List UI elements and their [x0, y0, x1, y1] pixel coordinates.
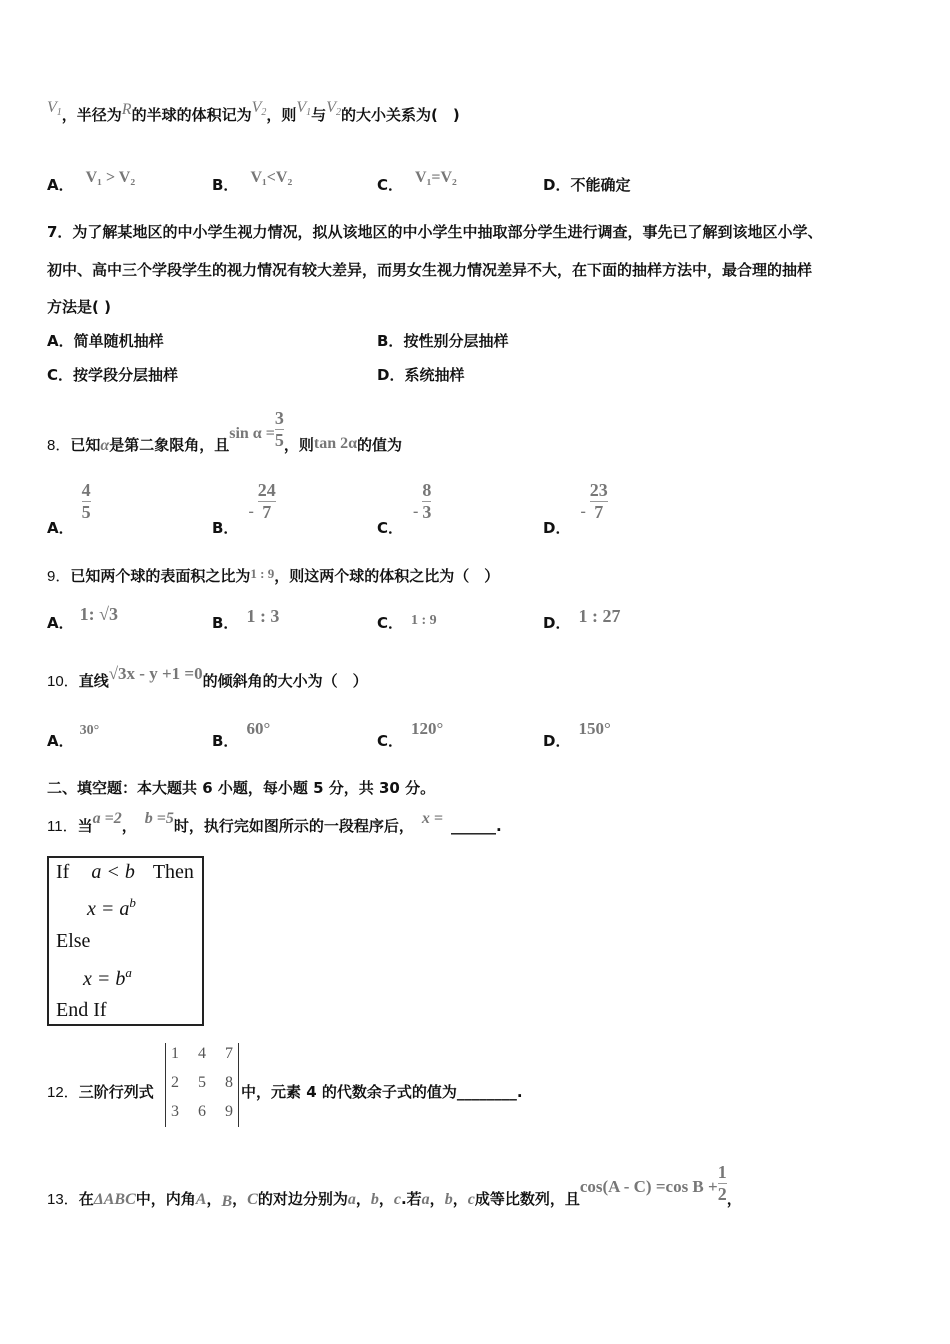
determinant-matrix: 1 4 7 2 5 8 3 6 9 — [165, 1043, 239, 1127]
q9-stem: 9．已知两个球的表面积之比为1 : 9，则这两个球的体积之比为（ ） — [47, 566, 500, 585]
q6-text-3: ，则 — [266, 106, 297, 124]
q7-option-a[interactable]: A．简单随机抽样 — [47, 332, 164, 350]
v1-symbol-2: $V_1$ — [296, 99, 312, 118]
code-line-assign-1: $x = a^b$ — [87, 895, 136, 920]
q12-stem-prefix: 12．三阶行列式 — [47, 1083, 154, 1101]
q10-option-a[interactable]: A．30° — [47, 723, 100, 750]
q9-option-d[interactable]: D． 1 : 27 — [543, 606, 621, 632]
q8-option-a[interactable]: A． $\frac{4}{5}$ — [47, 480, 91, 537]
v1-symbol: $V_1$ — [47, 99, 62, 118]
q6-option-b[interactable]: B． V₁<V₂ — [212, 169, 293, 194]
q11-b-value: b =5 — [144, 810, 174, 827]
q8-stem: 8．已知α是第二象限角，且sin α = $\frac{3}{5}$ ，则tan 2α的值为 — [47, 408, 403, 454]
code-line-assign-2: $x = b^a$ — [83, 965, 132, 990]
q12-stem-suffix: 中，元素 4 的代数余子式的值为________. — [241, 1083, 523, 1101]
q6-option-a[interactable]: A． V₁ > V₂ — [47, 169, 136, 194]
q6-stem — [47, 99, 460, 126]
q11-answer-blank[interactable]: ______. — [451, 817, 502, 835]
q10-stem: 10．直线√3x - y +1 =0的倾斜角的大小为（ ） — [47, 664, 368, 690]
half-fraction: $\frac{1}{2}$ — [717, 1162, 727, 1204]
tan-expression: tan 2α — [313, 434, 358, 452]
q11-stem: 11．当a =2， b =5时，执行完如图所示的一段程序后， x = ______. — [47, 810, 502, 835]
sin-expression: sin α = — [229, 424, 275, 442]
q8-d-fraction: $\frac{23}{7}$ — [589, 480, 608, 522]
q8-c-fraction: $\frac{8}{3}$ — [422, 480, 432, 522]
q10-option-b[interactable]: B．60° — [212, 719, 271, 750]
code-line-if: If a < b Then — [56, 861, 194, 883]
q8-option-b[interactable]: B．- $\frac{24}{7}$ — [212, 480, 276, 537]
q6-option-d[interactable]: D．不能确定 — [543, 176, 631, 194]
q10-option-c[interactable]: C．120° — [377, 719, 444, 750]
q11-x-symbol: x = — [421, 810, 443, 827]
q8-option-c[interactable]: C．- $\frac{8}{3}$ — [377, 480, 432, 537]
q8-option-d[interactable]: D．- $\frac{23}{7}$ — [543, 480, 608, 537]
q6-text-4: 与 — [311, 106, 327, 124]
q7-option-b[interactable]: B．按性别分层抽样 — [377, 332, 509, 350]
v2-symbol: $V_2$ — [251, 99, 267, 118]
q7-option-d[interactable]: D．系统抽样 — [377, 366, 465, 384]
q13-stem: 13．在ΔABC中，内角A，B，C的对边分别为a，b，c.若a，b，c成等比数列，且cos(A - C) =cos B + $\frac{1}{2}$ ， — [47, 1162, 742, 1210]
q6-option-c[interactable]: C． V₁=V₂ — [377, 169, 457, 194]
section-heading: 二、填空题：本大题共 6 小题，每小题 5 分，共 30 分。 — [47, 779, 436, 797]
q6-text-2: 的半球的体积记为 — [131, 106, 252, 124]
q9-option-a[interactable]: A． 1: √3 — [47, 604, 118, 632]
q9-option-c[interactable]: C． 1 : 9 — [377, 613, 437, 632]
q7-line-1: 7．为了解某地区的中小学生视力情况，拟从该地区的中小学生中抽取部分学生进行调查，事先已了解到该地区小学、 — [47, 223, 823, 241]
code-line-end-if: End If — [56, 999, 107, 1021]
q11-a-value: a =2 — [92, 810, 122, 827]
q7-option-c[interactable]: C．按学段分层抽样 — [47, 366, 179, 384]
q8-a-fraction: $\frac{4}{5}$ — [81, 480, 91, 522]
q10-option-d[interactable]: D．150° — [543, 719, 611, 750]
r-symbol: R — [121, 101, 132, 118]
q7-line-3: 方法是( ) — [47, 298, 111, 316]
sin-fraction: $\frac{3}{5}$ — [274, 408, 284, 450]
cos-expression: cos(A - C) =cos B + — [579, 1176, 718, 1196]
q9-option-b[interactable]: B． 1 : 3 — [212, 606, 280, 632]
code-line-else: Else — [56, 930, 91, 952]
q7-line-2: 初中、高中三个学段学生的视力情况有较大差异，而男女生视力情况差异不大，在下面的抽样方法中，最合理的抽样 — [47, 261, 813, 279]
q9-ratio: 1 : 9 — [250, 566, 275, 581]
q10-equation: √3x - y +1 =0 — [108, 664, 203, 683]
q6-text-5: 的大小关系为( ) — [340, 106, 460, 124]
alpha-symbol: α — [100, 436, 110, 454]
program-code-box — [47, 856, 204, 1026]
q6-text-1: ，半径为 — [61, 106, 122, 124]
triangle-abc: ΔABC — [93, 1190, 136, 1208]
v2-symbol-2: $V_2$ — [326, 99, 341, 118]
q8-b-fraction: $\frac{24}{7}$ — [257, 480, 276, 522]
